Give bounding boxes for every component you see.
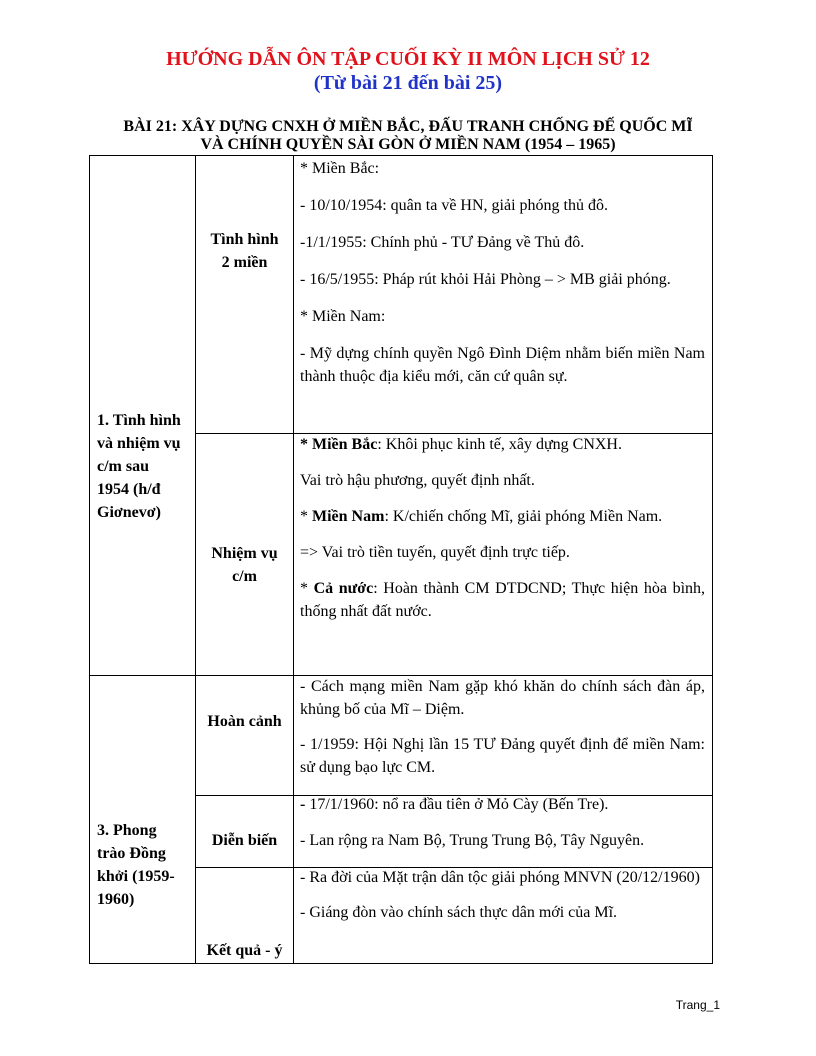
section-1-label (90, 409, 195, 524)
nation-task-prefix: * (300, 580, 314, 597)
section-1-label-line: và nhiệm vụ (97, 435, 181, 452)
south-task-text: : K/chiến chống Mĩ, giải phóng Miền Nam. (384, 508, 663, 525)
section-3-label-line: 3. Phong (97, 822, 157, 839)
south-role: => Vai trò tiền tuyến, quyết định trực tiếp. (300, 544, 570, 561)
events-label: Diễn biến (211, 832, 278, 849)
section-1-label-line: 1. Tình hình (97, 412, 181, 429)
nation-task-text: : Hoàn thành CM DTDCND; Thực hiện hòa bình, thống nhất đất nước. (300, 580, 706, 620)
situation-line: * Miền Nam: (300, 308, 386, 325)
south-task-heading: Miền Nam (312, 508, 385, 525)
section-1-label-line: c/m sau (97, 458, 149, 475)
results-line: - Giáng đòn vào chính sách thực dân mới của Mĩ. (300, 904, 618, 921)
situation-line: - 10/10/1954: quân ta về HN, giải phóng thủ đô. (300, 197, 608, 214)
tasks-label-line: c/m (232, 568, 257, 585)
situation-label-line: 2 miền (221, 254, 268, 271)
north-task-text: : Khôi phục kinh tế, xây dựng CNXH. (377, 436, 622, 453)
document-title: HƯỚNG DẪN ÔN TẬP CUỐI KỲ II MÔN LỊCH SỬ 12 (166, 48, 650, 70)
events-line (300, 793, 705, 816)
document-subtitle: (Từ bài 21 đến bài 25) (313, 72, 503, 94)
context-label: Hoàn cảnh (207, 713, 282, 730)
tasks-label-line: Nhiệm vụ (211, 545, 278, 562)
nation-task (300, 577, 705, 623)
results-label: Kết quả - ý (206, 942, 283, 959)
situation-line: - 16/5/1955: Pháp rút khỏi Hải Phòng – > MB giải phóng. (300, 271, 671, 288)
tasks-label (196, 542, 293, 588)
tasks-content (300, 433, 705, 623)
events-dash: - (300, 796, 306, 813)
results-line: - Ra đời của Mặt trận dân tộc giải phóng MNVN (20/12/1960) (300, 869, 700, 886)
nation-task-heading: Cả nước (313, 580, 374, 597)
south-task (300, 505, 705, 528)
results-content (300, 866, 705, 924)
section-1-label-line: 1954 (h/đ (97, 481, 161, 498)
situation-line: -1/1/1955: Chính phủ - TƯ Đảng về Thủ đô. (300, 234, 585, 251)
section-3-label-line: 1960) (97, 891, 135, 908)
context-line: - 1/1959: Hội Nghị lần 15 TƯ Đảng quyết định để miền Nam: sử dụng bạo lực CM. (300, 736, 705, 776)
situation-label-line: Tình hình (210, 231, 279, 248)
north-task (300, 433, 705, 456)
section-3-label (90, 819, 195, 911)
lesson-heading-line-1: BÀI 21: XÂY DỰNG CNXH Ở MIỀN BẮC, ĐẤU TRANH CHỐNG ĐẾ QUỐC MĨ (123, 118, 693, 135)
situation-line: * Miền Bắc: (300, 160, 380, 177)
north-role: Vai trò hậu phương, quyết định nhất. (300, 472, 535, 489)
situation-content (300, 157, 705, 388)
south-task-prefix: * (300, 508, 312, 525)
events-content (300, 793, 705, 852)
context-content (300, 675, 705, 779)
events-line: - Lan rộng ra Nam Bộ, Trung Trung Bộ, Tây Nguyên. (300, 832, 645, 849)
events-first-text: 17/1/1960: nổ ra đầu tiên ở Mỏ Cày (Bến Tre). (305, 796, 609, 813)
situation-label (196, 228, 293, 274)
section-3-label-line: khởi (1959- (97, 868, 175, 885)
context-line: - Cách mạng miền Nam gặp khó khăn do chính sách đàn áp, khủng bố của Mĩ – Diệm. (300, 678, 705, 718)
section-3-label-line: trào Đồng (97, 845, 166, 862)
section-1-label-line: Giơnevơ) (97, 504, 161, 521)
north-task-heading: * Miền Bắc (300, 436, 378, 453)
situation-line: - Mỹ dựng chính quyền Ngô Đình Diệm nhằm biến miền Nam thành thuộc địa kiểu mới, căn cứ quân sự. (300, 345, 705, 385)
lesson-heading (88, 118, 728, 154)
lesson-heading-line-2: VÀ CHÍNH QUYỀN SÀI GÒN Ở MIỀN NAM (1954 – 1965) (200, 136, 616, 153)
page-number: Trang_1 (675, 998, 720, 1012)
